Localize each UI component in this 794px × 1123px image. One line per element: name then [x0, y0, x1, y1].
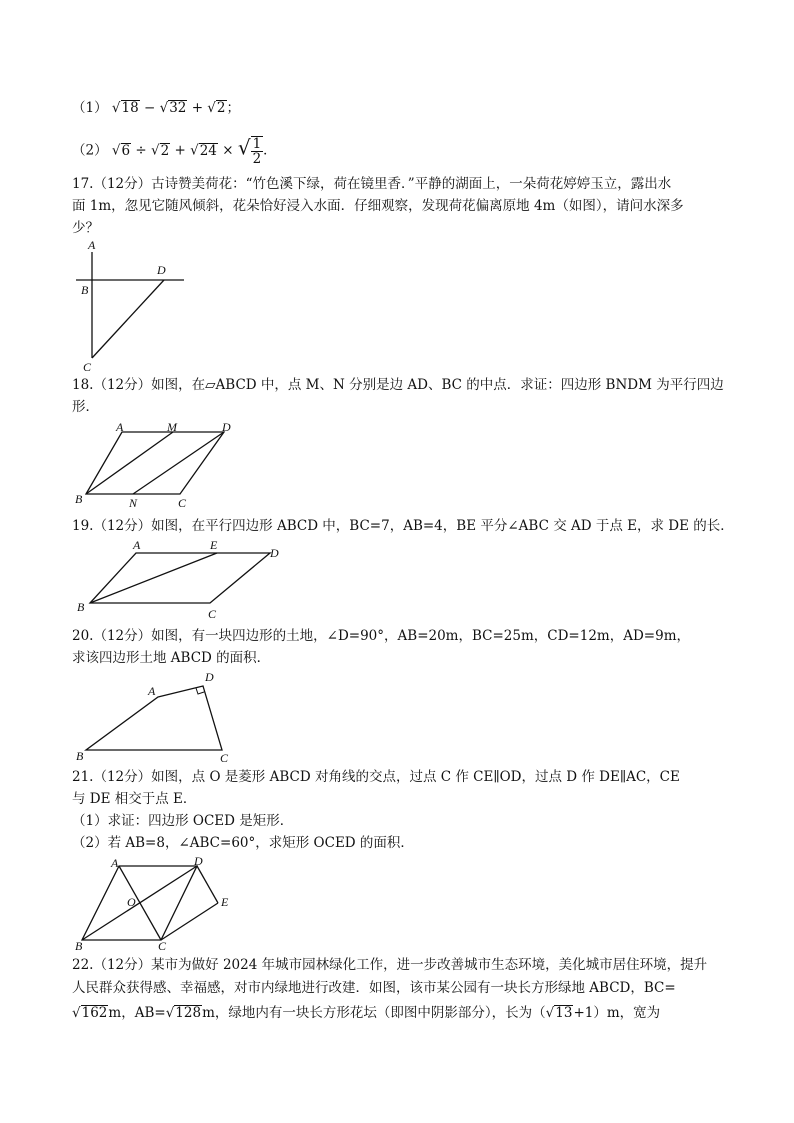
p17-line3: 少？: [72, 220, 99, 236]
segment-DE: [197, 866, 218, 903]
label-O: O: [127, 895, 136, 909]
label-A: A: [88, 238, 96, 252]
radicand: 13: [555, 1005, 573, 1021]
p21-line4: （2）若 AB=8，∠ABC=60°，求矩形 OCED 的面积．: [72, 835, 414, 851]
radicand: 18: [121, 100, 139, 116]
label-D: D: [194, 854, 203, 868]
label-E: E: [221, 895, 229, 909]
p22-line3: [72, 1003, 660, 1023]
p21-line1: 21.（12分）如图，点 O 是菱形 ABCD 对角线的交点，过点 C 作 CE∥OD，过点 D 作 DE∥AC，CE: [72, 769, 680, 785]
text-fragment: +1）m，宽为: [573, 1005, 661, 1021]
label-B: B: [81, 283, 89, 297]
label-N: N: [129, 496, 138, 510]
parallelogram-ABCD: [90, 553, 270, 603]
p19-line1: 19.（12分）如图，在平行四边形 ABCD 中，BC=7，AB=4，BE 平分∠ABC 交 AD 于点 E，求 DE 的长．: [72, 518, 734, 534]
p17-line1: 17.（12分）古诗赞美荷花：“竹色溪下绿，荷在镜里香．”平静的湖面上，一朵荷花婷婷玉立，露出水: [72, 176, 672, 192]
label-A: A: [111, 856, 119, 870]
label-B: B: [76, 749, 84, 763]
operator: ×: [222, 142, 234, 159]
text-fragment: m，绿地内有一块长方形花坛（即图中阴影部分），长为（: [202, 1005, 546, 1021]
p18-line2: 形．: [72, 399, 99, 415]
radicand: 24: [199, 142, 217, 159]
label-A: A: [148, 684, 156, 698]
label-C: C: [83, 360, 92, 374]
label-C: C: [220, 751, 229, 765]
sqrt-sign: √: [72, 1005, 81, 1021]
radicand: 128: [175, 1005, 202, 1021]
p21-line3: （1）求证：四边形 OCED 是矩形．: [72, 813, 294, 829]
radicand: 2: [160, 142, 170, 159]
parallelogram-ABCD: [86, 432, 224, 494]
label-C: C: [178, 496, 187, 510]
sqrt-sign: √: [207, 100, 216, 116]
p21-line2: 与 DE 相交于点 E．: [72, 791, 197, 807]
numerator: 1: [252, 136, 262, 152]
label-C: C: [208, 607, 217, 621]
radicand: 162: [81, 1005, 108, 1021]
label-M: M: [167, 420, 177, 434]
label-A: A: [116, 420, 124, 434]
radicand: 2: [216, 100, 226, 116]
p16-q1: [72, 98, 240, 118]
label-D: D: [205, 670, 214, 684]
q2-label: （2）: [72, 142, 108, 159]
stem-CD: [92, 280, 164, 358]
label-C: C: [158, 939, 167, 953]
right-angle-mark: [196, 688, 204, 694]
label-B: B: [77, 600, 85, 614]
sqrt-sign: √: [237, 135, 251, 160]
operator: +: [174, 142, 186, 159]
p20-line1: 20.（12分）如图，有一块四边形的土地，∠D=90°，AB=20m，BC=25m，CD=12m，AD=9m，: [72, 628, 690, 644]
operator: +: [191, 100, 203, 116]
p17-line2: 面 1m，忽见它随风倾斜，花朵恰好浸入水面．仔细观察，发现荷花偏离原地 4m（如图），请问水深多: [72, 198, 684, 214]
punct: ．: [263, 142, 277, 159]
sqrt-sign: √: [190, 142, 199, 159]
fraction: [251, 136, 264, 166]
p16-q2: [72, 136, 277, 166]
segment-BM: [86, 432, 173, 494]
p21-figure: [72, 856, 242, 952]
punct: ；: [226, 100, 240, 116]
sqrt-sign: √: [151, 142, 160, 159]
radicand: 32: [169, 100, 187, 116]
denominator: 2: [252, 151, 262, 167]
sqrt-sign: √: [165, 1005, 175, 1021]
segment-ND: [133, 432, 224, 494]
p18-line1: 18.（12分）如图，在▱ABCD 中，点 M、N 分别是边 AD、BC 的中点．求证：四边形 BNDM 为平行四边: [72, 377, 724, 393]
radicand: 6: [121, 142, 131, 159]
text-fragment: m，AB=: [108, 1005, 166, 1021]
p22-line1: 22.（12分）某市为做好 2024 年城市园林绿化工作，进一步改善城市生态环境，美化城市居住环境，提升: [72, 957, 708, 973]
sqrt-sign: √: [545, 1005, 555, 1021]
sqrt-sign: √: [111, 100, 121, 116]
operator: ÷: [135, 142, 147, 159]
sqrt-sign: √: [159, 100, 169, 116]
p17-figure: [72, 240, 202, 375]
label-A: A: [133, 538, 141, 552]
label-D: D: [157, 263, 166, 277]
operator: −: [143, 100, 156, 116]
p20-figure: [72, 672, 242, 767]
p18-figure: [72, 420, 252, 512]
q1-label: （1）: [72, 100, 108, 116]
label-B: B: [75, 939, 83, 953]
segment-BE: [90, 553, 217, 603]
sqrt-sign: √: [111, 142, 121, 159]
label-D: D: [270, 546, 279, 560]
p22-line2: 人民群众获得感、幸福感，对市内绿地进行改建．如图，该市某公园有一块长方形绿地 ABCD，BC=: [72, 980, 676, 996]
label-D: D: [222, 420, 231, 434]
diagonal-BD: [82, 866, 197, 940]
p19-figure: [72, 540, 287, 622]
p20-line2: 求该四边形土地 ABCD 的面积．: [72, 650, 271, 666]
label-E: E: [210, 538, 218, 552]
label-B: B: [75, 492, 83, 506]
